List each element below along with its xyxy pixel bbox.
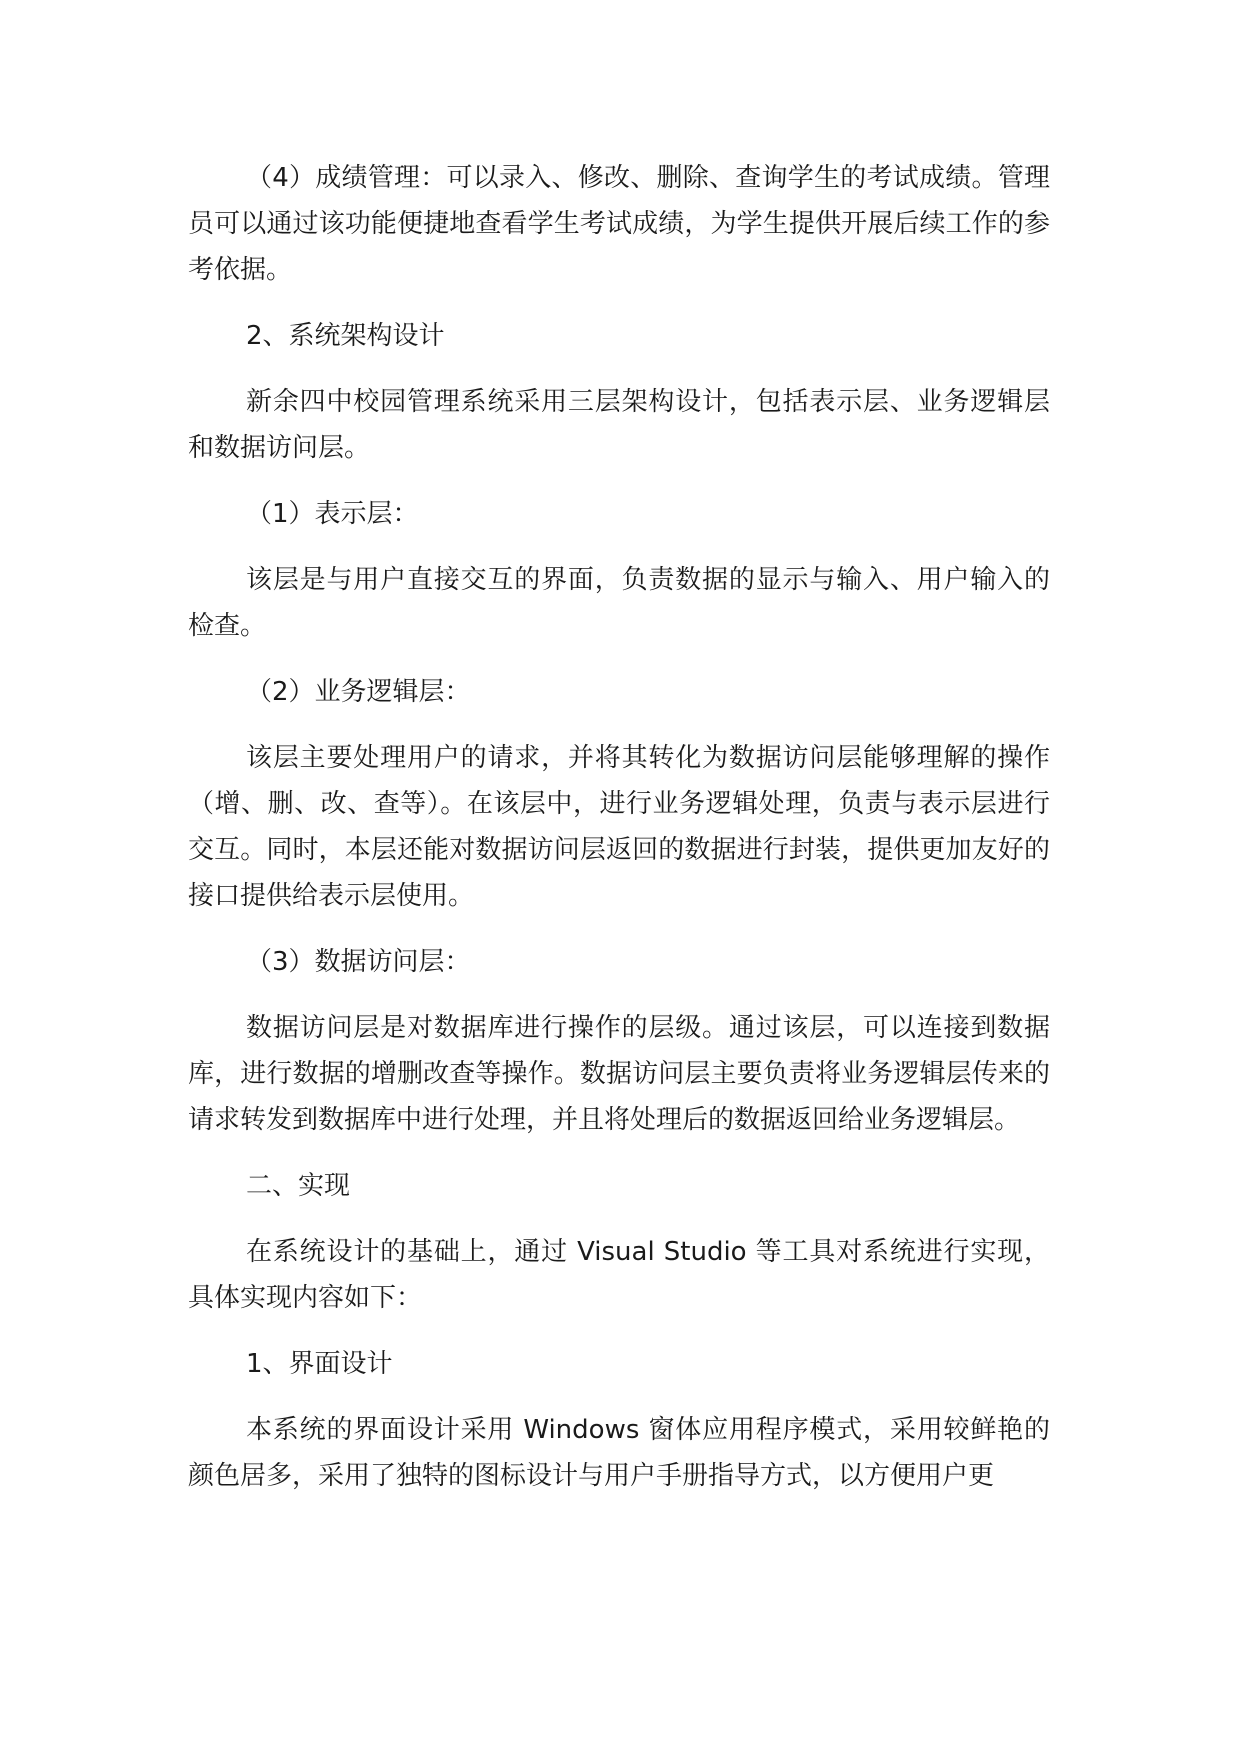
- paragraph-score-management: （4）成绩管理：可以录入、修改、删除、查询学生的考试成绩。管理员可以通过该功能便捷地查看学生考试成绩，为学生提供开展后续工作的参考依据。: [188, 163, 1050, 285]
- paragraph-interface-design: 本系统的界面设计采用 Windows 窗体应用程序模式，采用较鲜艳的颜色居多，采用了独特的图标设计与用户手册指导方式，以方便用户更: [188, 1415, 1050, 1491]
- heading-system-architecture: 2、系统架构设计: [246, 321, 445, 351]
- paragraph-presentation-layer: 该层是与用户直接交互的界面，负责数据的显示与输入、用户输入的检查。: [188, 565, 1050, 641]
- heading-presentation-layer: （1）表示层：: [246, 499, 419, 529]
- paragraph-implementation-intro: 在系统设计的基础上，通过 Visual Studio 等工具对系统进行实现，具体实现内容如下：: [188, 1237, 1050, 1313]
- heading-data-access-layer: （3）数据访问层：: [246, 947, 471, 977]
- heading-implementation: 二、实现: [246, 1171, 351, 1201]
- document-body: [188, 155, 1050, 1519]
- paragraph-business-logic-layer: 该层主要处理用户的请求，并将其转化为数据访问层能够理解的操作（增、删、改、查等）。在该层中，进行业务逻辑处理，负责与表示层进行交互。同时，本层还能对数据访问层返回的数据进行封装，提供更加友好的接口提供给表示层使用。: [188, 743, 1050, 911]
- heading-interface-design: 1、界面设计: [246, 1349, 393, 1379]
- paragraph-data-access-layer: 数据访问层是对数据库进行操作的层级。通过该层，可以连接到数据库，进行数据的增删改查等操作。数据访问层主要负责将业务逻辑层传来的请求转发到数据库中进行处理，并且将处理后的数据返回给业务逻辑层。: [188, 1013, 1050, 1135]
- paragraph-architecture-intro: 新余四中校园管理系统采用三层架构设计，包括表示层、业务逻辑层和数据访问层。: [188, 387, 1050, 463]
- heading-business-logic-layer: （2）业务逻辑层：: [246, 677, 471, 707]
